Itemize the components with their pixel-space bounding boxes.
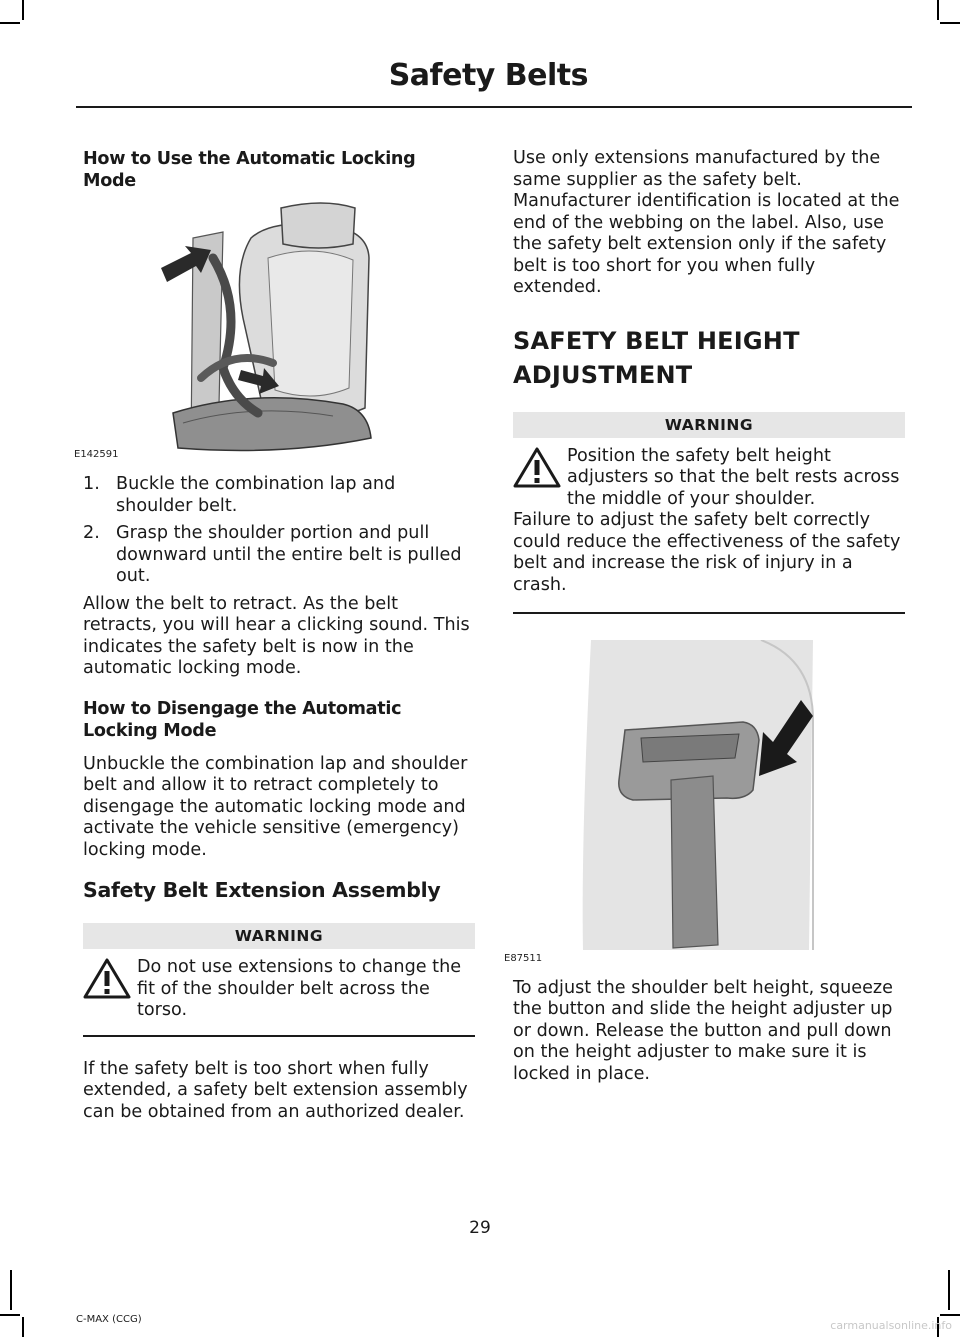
model-code: C-MAX (CCG) [76,1314,142,1325]
crop-mark [937,0,939,20]
crop-mark [22,0,24,20]
page-number: 29 [469,1218,491,1238]
crop-mark [22,1317,24,1337]
paragraph-disengage: Unbuckle the combination lap and shoulder belt and allow it to retract completely to disengage the automatic locking mode and activate the vehicle sensitive (emergency) locking mode. [83,753,468,860]
warning-text: Position the safety belt height adjusters so that the belt rests across the middle of your shoulder. [567,445,900,509]
paragraph-supplier: Use only extensions manufactured by the same supplier as the safety belt. Manufacturer identification is located at the end of the webbing on the label. Also, use the safety belt extension only if the safety belt is too short for you when fully extended. [513,148,900,297]
page-title: Safety Belts [388,58,588,93]
steps-list [83,474,475,588]
warning-header: WARNING [83,923,475,949]
warning-text: Do not use extensions to change the fit of the shoulder belt across the torso. [137,957,462,1020]
crop-mark [10,1270,12,1310]
seat-belt-illustration [83,198,473,456]
list-item: 1. Buckle the combination lap and shoulder belt. [83,474,396,516]
heading-extension: Safety Belt Extension Assembly [83,878,441,902]
warning-block [83,957,475,1029]
paragraph-retract: Allow the belt to retract. As the belt retracts, you will hear a clicking sound. This indicates the safety belt is now in the automatic locking mode. [83,593,470,678]
figure-seat [74,198,475,460]
warning-triangle-icon [513,446,561,488]
figure-code: E142591 [74,449,119,460]
heading-disengage: How to Disengage the Automatic Locking Mode [83,698,402,741]
figure-code: E87511 [504,952,543,964]
crop-mark [948,1270,950,1310]
warning-block [513,446,905,597]
heading-auto-lock: How to Use the Automatic Locking Mode [83,149,416,191]
crop-mark [0,22,20,24]
height-adjuster-illustration [513,640,905,962]
warning-text-continued: Failure to adjust the safety belt correctly could reduce the effectiveness of the safety belt and increase the risk of injury in a crash. [513,510,901,595]
crop-mark [940,22,960,24]
watermark: carmanualsonline.info [830,1319,952,1332]
warning-rule [83,1035,475,1037]
warning-triangle-icon [83,957,131,999]
warning-header: WARNING [513,412,905,438]
crop-mark [0,1314,20,1316]
warning-rule [513,612,905,614]
list-item: 2. Grasp the shoulder portion and pull downward until the entire belt is pulled out. [83,523,462,586]
paragraph-adjust: To adjust the shoulder belt height, squeeze the button and slide the height adjuster up or down. Release the button and pull down on the height adjuster to make sure it is locked in place. [513,977,893,1084]
crop-mark [940,1314,960,1316]
heading-height-adjustment: SAFETY BELT HEIGHT ADJUSTMENT [513,326,800,389]
paragraph-extension: If the safety belt is too short when fully extended, a safety belt extension assembly can be obtained from an authorized dealer. [83,1058,468,1122]
figure-height-adjuster [504,640,905,964]
header-rule [76,106,912,108]
left-column [74,148,475,1123]
right-column [504,148,905,1085]
